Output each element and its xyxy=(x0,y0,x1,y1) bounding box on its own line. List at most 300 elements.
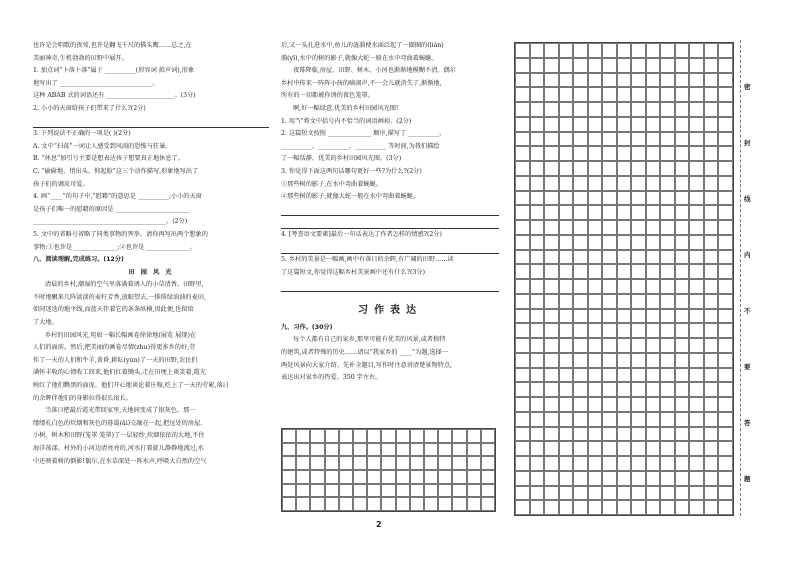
grid-cell[interactable] xyxy=(544,382,559,397)
grid-cell[interactable] xyxy=(675,264,690,279)
grid-cell[interactable] xyxy=(588,132,603,147)
grid-cell[interactable] xyxy=(530,338,545,353)
grid-cell[interactable] xyxy=(689,43,704,58)
grid-cell[interactable] xyxy=(573,382,588,397)
grid-cell[interactable] xyxy=(559,456,574,471)
grid-cell[interactable] xyxy=(515,73,530,88)
grid-cell[interactable] xyxy=(515,87,530,102)
grid-cell[interactable] xyxy=(617,191,632,206)
grid-cell[interactable] xyxy=(367,429,381,443)
grid-cell[interactable] xyxy=(588,382,603,397)
grid-cell[interactable] xyxy=(559,368,574,383)
grid-cell[interactable] xyxy=(718,220,733,235)
grid-cell[interactable] xyxy=(602,353,617,368)
grid-cell[interactable] xyxy=(631,456,646,471)
grid-cell[interactable] xyxy=(602,471,617,486)
grid-cell[interactable] xyxy=(381,456,395,470)
grid-cell[interactable] xyxy=(559,132,574,147)
grid-cell[interactable] xyxy=(631,87,646,102)
grid-cell[interactable] xyxy=(718,43,733,58)
grid-cell[interactable] xyxy=(704,382,719,397)
grid-cell[interactable] xyxy=(339,443,353,457)
grid-cell[interactable] xyxy=(588,294,603,309)
grid-cell[interactable] xyxy=(296,497,310,511)
grid-cell[interactable] xyxy=(617,117,632,132)
grid-cell[interactable] xyxy=(718,441,733,456)
grid-cell[interactable] xyxy=(559,43,574,58)
grid-cell[interactable] xyxy=(544,191,559,206)
grid-cell[interactable] xyxy=(646,471,661,486)
grid-cell[interactable] xyxy=(573,161,588,176)
grid-cell[interactable] xyxy=(689,309,704,324)
grid-cell[interactable] xyxy=(631,500,646,515)
grid-cell[interactable] xyxy=(704,427,719,442)
grid-cell[interactable] xyxy=(646,220,661,235)
grid-cell[interactable] xyxy=(515,132,530,147)
grid-cell[interactable] xyxy=(704,264,719,279)
grid-cell[interactable] xyxy=(602,397,617,412)
grid-cell[interactable] xyxy=(396,429,410,443)
grid-cell[interactable] xyxy=(602,220,617,235)
grid-cell[interactable] xyxy=(646,176,661,191)
grid-cell[interactable] xyxy=(718,309,733,324)
grid-cell[interactable] xyxy=(631,309,646,324)
grid-cell[interactable] xyxy=(559,323,574,338)
answer-line[interactable] xyxy=(33,116,269,129)
grid-cell[interactable] xyxy=(646,235,661,250)
grid-cell[interactable] xyxy=(617,73,632,88)
grid-cell[interactable] xyxy=(617,176,632,191)
grid-cell[interactable] xyxy=(452,443,466,457)
grid-cell[interactable] xyxy=(602,205,617,220)
grid-cell[interactable] xyxy=(530,471,545,486)
grid-cell[interactable] xyxy=(573,58,588,73)
grid-cell[interactable] xyxy=(689,132,704,147)
grid-cell[interactable] xyxy=(660,58,675,73)
grid-cell[interactable] xyxy=(660,294,675,309)
grid-cell[interactable] xyxy=(481,456,495,470)
grid-cell[interactable] xyxy=(588,338,603,353)
grid-cell[interactable] xyxy=(602,338,617,353)
grid-cell[interactable] xyxy=(718,382,733,397)
grid-cell[interactable] xyxy=(381,443,395,457)
grid-cell[interactable] xyxy=(515,205,530,220)
grid-cell[interactable] xyxy=(689,264,704,279)
grid-cell[interactable] xyxy=(325,429,339,443)
grid-cell[interactable] xyxy=(530,294,545,309)
grid-cell[interactable] xyxy=(396,497,410,511)
grid-cell[interactable] xyxy=(544,264,559,279)
grid-cell[interactable] xyxy=(631,471,646,486)
grid-cell[interactable] xyxy=(544,117,559,132)
grid-cell[interactable] xyxy=(646,323,661,338)
grid-cell[interactable] xyxy=(660,368,675,383)
grid-cell[interactable] xyxy=(573,368,588,383)
grid-cell[interactable] xyxy=(718,117,733,132)
grid-cell[interactable] xyxy=(718,486,733,501)
grid-cell[interactable] xyxy=(675,102,690,117)
grid-cell[interactable] xyxy=(424,470,438,484)
grid-cell[interactable] xyxy=(381,484,395,498)
grid-cell[interactable] xyxy=(410,470,424,484)
grid-cell[interactable] xyxy=(689,191,704,206)
grid-cell[interactable] xyxy=(452,456,466,470)
grid-cell[interactable] xyxy=(617,441,632,456)
grid-cell[interactable] xyxy=(689,117,704,132)
grid-cell[interactable] xyxy=(675,191,690,206)
grid-cell[interactable] xyxy=(660,117,675,132)
grid-cell[interactable] xyxy=(296,484,310,498)
grid-cell[interactable] xyxy=(631,264,646,279)
grid-cell[interactable] xyxy=(438,484,452,498)
grid-cell[interactable] xyxy=(675,427,690,442)
grid-cell[interactable] xyxy=(617,368,632,383)
grid-cell[interactable] xyxy=(718,338,733,353)
grid-cell[interactable] xyxy=(530,43,545,58)
grid-cell[interactable] xyxy=(704,323,719,338)
grid-cell[interactable] xyxy=(631,117,646,132)
grid-cell[interactable] xyxy=(515,397,530,412)
grid-cell[interactable] xyxy=(515,382,530,397)
grid-cell[interactable] xyxy=(544,87,559,102)
grid-cell[interactable] xyxy=(617,309,632,324)
grid-cell[interactable] xyxy=(339,429,353,443)
grid-cell[interactable] xyxy=(704,397,719,412)
grid-cell[interactable] xyxy=(689,412,704,427)
grid-cell[interactable] xyxy=(660,471,675,486)
grid-cell[interactable] xyxy=(602,58,617,73)
grid-cell[interactable] xyxy=(424,484,438,498)
grid-cell[interactable] xyxy=(573,87,588,102)
grid-cell[interactable] xyxy=(559,87,574,102)
grid-cell[interactable] xyxy=(559,58,574,73)
grid-cell[interactable] xyxy=(646,500,661,515)
grid-cell[interactable] xyxy=(573,486,588,501)
grid-cell[interactable] xyxy=(617,132,632,147)
grid-cell[interactable] xyxy=(530,500,545,515)
grid-cell[interactable] xyxy=(602,382,617,397)
grid-cell[interactable] xyxy=(588,323,603,338)
grid-cell[interactable] xyxy=(438,443,452,457)
grid-cell[interactable] xyxy=(515,412,530,427)
grid-cell[interactable] xyxy=(689,323,704,338)
grid-cell[interactable] xyxy=(467,470,481,484)
grid-cell[interactable] xyxy=(573,102,588,117)
grid-cell[interactable] xyxy=(689,87,704,102)
grid-cell[interactable] xyxy=(573,500,588,515)
grid-cell[interactable] xyxy=(481,429,495,443)
grid-cell[interactable] xyxy=(515,102,530,117)
grid-cell[interactable] xyxy=(515,235,530,250)
answer-line[interactable] xyxy=(281,204,499,217)
grid-cell[interactable] xyxy=(544,397,559,412)
grid-cell[interactable] xyxy=(339,470,353,484)
grid-cell[interactable] xyxy=(353,456,367,470)
grid-cell[interactable] xyxy=(573,353,588,368)
grid-cell[interactable] xyxy=(646,161,661,176)
grid-cell[interactable] xyxy=(530,309,545,324)
grid-cell[interactable] xyxy=(617,43,632,58)
grid-cell[interactable] xyxy=(588,368,603,383)
grid-cell[interactable] xyxy=(646,353,661,368)
grid-cell[interactable] xyxy=(675,58,690,73)
grid-cell[interactable] xyxy=(559,205,574,220)
grid-cell[interactable] xyxy=(544,220,559,235)
grid-cell[interactable] xyxy=(675,486,690,501)
grid-cell[interactable] xyxy=(381,497,395,511)
grid-cell[interactable] xyxy=(718,102,733,117)
grid-cell[interactable] xyxy=(544,235,559,250)
grid-cell[interactable] xyxy=(660,486,675,501)
grid-cell[interactable] xyxy=(646,132,661,147)
grid-cell[interactable] xyxy=(660,279,675,294)
grid-cell[interactable] xyxy=(544,456,559,471)
grid-cell[interactable] xyxy=(530,456,545,471)
grid-cell[interactable] xyxy=(559,500,574,515)
grid-cell[interactable] xyxy=(515,338,530,353)
grid-cell[interactable] xyxy=(617,264,632,279)
grid-cell[interactable] xyxy=(718,132,733,147)
grid-cell[interactable] xyxy=(675,176,690,191)
grid-cell[interactable] xyxy=(602,279,617,294)
grid-cell[interactable] xyxy=(617,58,632,73)
grid-cell[interactable] xyxy=(602,102,617,117)
grid-cell[interactable] xyxy=(631,294,646,309)
grid-cell[interactable] xyxy=(704,146,719,161)
grid-cell[interactable] xyxy=(310,470,324,484)
grid-cell[interactable] xyxy=(353,497,367,511)
grid-cell[interactable] xyxy=(310,429,324,443)
grid-cell[interactable] xyxy=(530,220,545,235)
grid-cell[interactable] xyxy=(646,412,661,427)
grid-cell[interactable] xyxy=(530,427,545,442)
grid-cell[interactable] xyxy=(573,250,588,265)
grid-cell[interactable] xyxy=(588,279,603,294)
grid-cell[interactable] xyxy=(573,205,588,220)
grid-cell[interactable] xyxy=(602,132,617,147)
grid-cell[interactable] xyxy=(467,484,481,498)
grid-cell[interactable] xyxy=(515,279,530,294)
grid-cell[interactable] xyxy=(481,443,495,457)
grid-cell[interactable] xyxy=(559,264,574,279)
grid-cell[interactable] xyxy=(296,456,310,470)
grid-cell[interactable] xyxy=(689,471,704,486)
grid-cell[interactable] xyxy=(718,191,733,206)
grid-cell[interactable] xyxy=(467,456,481,470)
grid-cell[interactable] xyxy=(515,456,530,471)
grid-cell[interactable] xyxy=(631,427,646,442)
grid-cell[interactable] xyxy=(631,441,646,456)
grid-cell[interactable] xyxy=(689,500,704,515)
grid-cell[interactable] xyxy=(602,323,617,338)
grid-cell[interactable] xyxy=(367,470,381,484)
grid-cell[interactable] xyxy=(559,220,574,235)
grid-cell[interactable] xyxy=(573,43,588,58)
grid-cell[interactable] xyxy=(530,73,545,88)
grid-cell[interactable] xyxy=(515,264,530,279)
grid-cell[interactable] xyxy=(530,323,545,338)
grid-cell[interactable] xyxy=(410,497,424,511)
grid-cell[interactable] xyxy=(602,309,617,324)
grid-cell[interactable] xyxy=(530,382,545,397)
grid-cell[interactable] xyxy=(353,470,367,484)
grid-cell[interactable] xyxy=(396,456,410,470)
grid-cell[interactable] xyxy=(675,132,690,147)
grid-cell[interactable] xyxy=(646,279,661,294)
grid-cell[interactable] xyxy=(530,264,545,279)
grid-cell[interactable] xyxy=(617,353,632,368)
grid-cell[interactable] xyxy=(367,443,381,457)
grid-cell[interactable] xyxy=(452,470,466,484)
grid-cell[interactable] xyxy=(573,427,588,442)
grid-cell[interactable] xyxy=(588,205,603,220)
grid-cell[interactable] xyxy=(544,323,559,338)
grid-cell[interactable] xyxy=(530,279,545,294)
grid-cell[interactable] xyxy=(631,73,646,88)
grid-cell[interactable] xyxy=(631,176,646,191)
grid-cell[interactable] xyxy=(660,102,675,117)
grid-cell[interactable] xyxy=(617,205,632,220)
grid-cell[interactable] xyxy=(424,456,438,470)
grid-cell[interactable] xyxy=(602,441,617,456)
grid-cell[interactable] xyxy=(573,176,588,191)
grid-cell[interactable] xyxy=(660,191,675,206)
grid-cell[interactable] xyxy=(689,368,704,383)
grid-cell[interactable] xyxy=(559,146,574,161)
grid-cell[interactable] xyxy=(718,368,733,383)
grid-cell[interactable] xyxy=(396,443,410,457)
grid-cell[interactable] xyxy=(544,486,559,501)
grid-cell[interactable] xyxy=(631,353,646,368)
grid-cell[interactable] xyxy=(573,132,588,147)
grid-cell[interactable] xyxy=(559,279,574,294)
grid-cell[interactable] xyxy=(467,443,481,457)
grid-cell[interactable] xyxy=(689,338,704,353)
grid-cell[interactable] xyxy=(602,73,617,88)
grid-cell[interactable] xyxy=(588,117,603,132)
grid-cell[interactable] xyxy=(573,309,588,324)
grid-cell[interactable] xyxy=(646,309,661,324)
grid-cell[interactable] xyxy=(573,235,588,250)
grid-cell[interactable] xyxy=(515,250,530,265)
grid-cell[interactable] xyxy=(588,146,603,161)
grid-cell[interactable] xyxy=(689,382,704,397)
grid-cell[interactable] xyxy=(617,102,632,117)
grid-cell[interactable] xyxy=(410,456,424,470)
grid-cell[interactable] xyxy=(660,87,675,102)
grid-cell[interactable] xyxy=(660,397,675,412)
grid-cell[interactable] xyxy=(617,382,632,397)
grid-cell[interactable] xyxy=(631,43,646,58)
grid-cell[interactable] xyxy=(310,484,324,498)
grid-cell[interactable] xyxy=(544,353,559,368)
grid-cell[interactable] xyxy=(467,497,481,511)
grid-cell[interactable] xyxy=(718,73,733,88)
grid-cell[interactable] xyxy=(282,456,296,470)
grid-cell[interactable] xyxy=(617,500,632,515)
grid-cell[interactable] xyxy=(588,264,603,279)
grid-cell[interactable] xyxy=(617,397,632,412)
grid-cell[interactable] xyxy=(544,427,559,442)
grid-cell[interactable] xyxy=(353,443,367,457)
grid-cell[interactable] xyxy=(530,117,545,132)
grid-cell[interactable] xyxy=(353,484,367,498)
grid-cell[interactable] xyxy=(515,220,530,235)
grid-cell[interactable] xyxy=(530,58,545,73)
grid-cell[interactable] xyxy=(689,250,704,265)
grid-cell[interactable] xyxy=(381,429,395,443)
grid-cell[interactable] xyxy=(689,456,704,471)
grid-cell[interactable] xyxy=(544,146,559,161)
grid-cell[interactable] xyxy=(559,161,574,176)
grid-cell[interactable] xyxy=(646,294,661,309)
grid-cell[interactable] xyxy=(646,58,661,73)
grid-cell[interactable] xyxy=(515,353,530,368)
grid-cell[interactable] xyxy=(689,486,704,501)
grid-cell[interactable] xyxy=(689,397,704,412)
grid-cell[interactable] xyxy=(718,279,733,294)
grid-cell[interactable] xyxy=(704,412,719,427)
grid-cell[interactable] xyxy=(515,309,530,324)
grid-cell[interactable] xyxy=(675,471,690,486)
grid-cell[interactable] xyxy=(325,484,339,498)
grid-cell[interactable] xyxy=(617,338,632,353)
grid-cell[interactable] xyxy=(704,132,719,147)
grid-cell[interactable] xyxy=(530,441,545,456)
grid-cell[interactable] xyxy=(530,250,545,265)
grid-cell[interactable] xyxy=(515,486,530,501)
grid-cell[interactable] xyxy=(631,250,646,265)
grid-cell[interactable] xyxy=(646,456,661,471)
grid-cell[interactable] xyxy=(631,412,646,427)
grid-cell[interactable] xyxy=(559,176,574,191)
grid-cell[interactable] xyxy=(646,43,661,58)
grid-cell[interactable] xyxy=(452,497,466,511)
grid-cell[interactable] xyxy=(310,456,324,470)
grid-cell[interactable] xyxy=(339,497,353,511)
grid-cell[interactable] xyxy=(481,484,495,498)
grid-cell[interactable] xyxy=(481,470,495,484)
grid-cell[interactable] xyxy=(631,102,646,117)
grid-cell[interactable] xyxy=(718,87,733,102)
grid-cell[interactable] xyxy=(617,294,632,309)
grid-cell[interactable] xyxy=(631,146,646,161)
grid-cell[interactable] xyxy=(660,441,675,456)
grid-cell[interactable] xyxy=(631,161,646,176)
grid-cell[interactable] xyxy=(718,323,733,338)
grid-cell[interactable] xyxy=(296,443,310,457)
grid-cell[interactable] xyxy=(367,484,381,498)
grid-cell[interactable] xyxy=(559,353,574,368)
grid-cell[interactable] xyxy=(559,412,574,427)
grid-cell[interactable] xyxy=(718,250,733,265)
grid-cell[interactable] xyxy=(718,176,733,191)
grid-cell[interactable] xyxy=(602,146,617,161)
grid-cell[interactable] xyxy=(631,58,646,73)
grid-cell[interactable] xyxy=(602,486,617,501)
grid-cell[interactable] xyxy=(573,264,588,279)
grid-cell[interactable] xyxy=(544,161,559,176)
grid-cell[interactable] xyxy=(530,102,545,117)
grid-cell[interactable] xyxy=(602,176,617,191)
grid-cell[interactable] xyxy=(660,235,675,250)
grid-cell[interactable] xyxy=(660,220,675,235)
grid-cell[interactable] xyxy=(282,443,296,457)
grid-cell[interactable] xyxy=(438,456,452,470)
grid-cell[interactable] xyxy=(588,486,603,501)
grid-cell[interactable] xyxy=(573,441,588,456)
grid-cell[interactable] xyxy=(718,500,733,515)
